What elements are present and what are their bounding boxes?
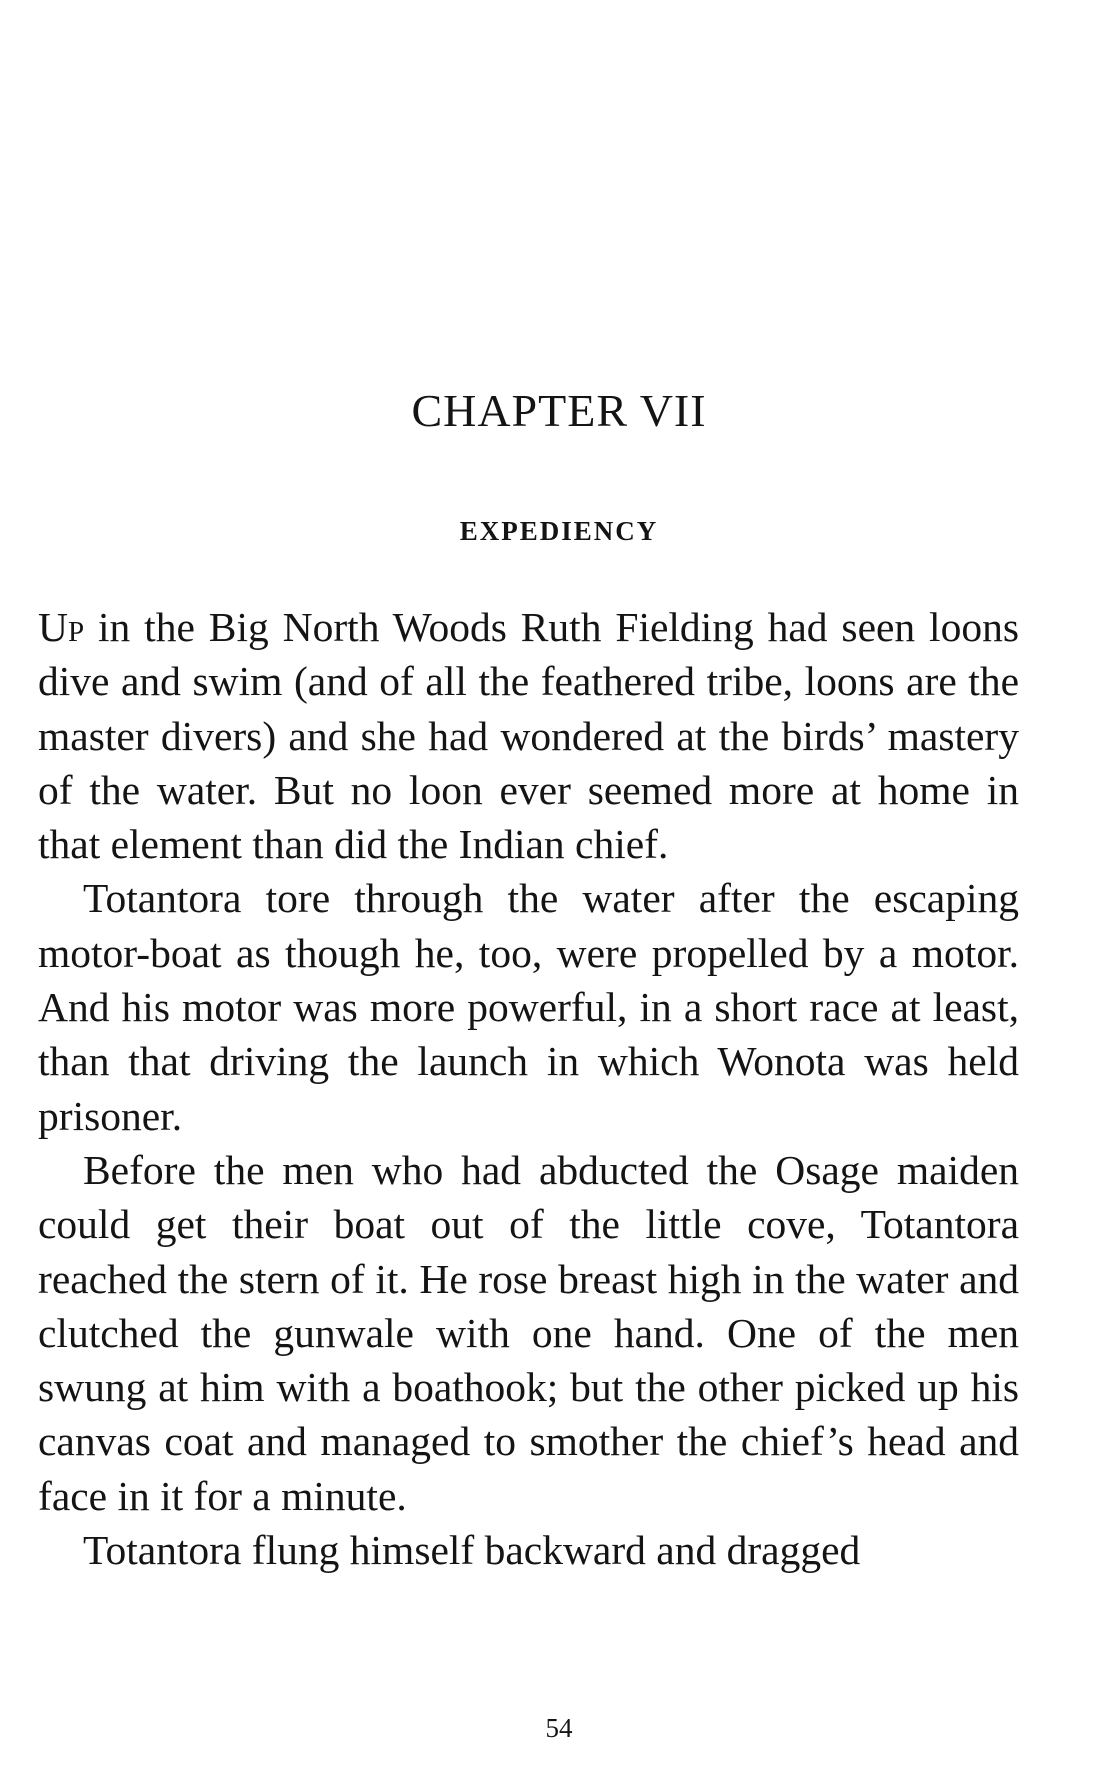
chapter-title: CHAPTER VII <box>411 385 707 436</box>
paragraph: Before the men who had abducted the Osage maiden could get their boat out of the little cove, Totantora reached the stern of it. He rose breast high in the water and clutched the gunwale with one hand. One of the men swung at him with a boathook; but the other picked up his canvas coat and managed to smother the chief’s head and face in it for a minute. <box>38 1146 1019 1519</box>
page-number: 54 <box>545 1713 573 1743</box>
paragraph: Totantora tore through the water after the escaping motor-boat as though he, too, were propelled by a motor. And his motor was more powerful, in a short race at least, than that driving the launch in which Wonota was held prisoner. <box>38 875 1019 1139</box>
paragraph: Totantora flung himself backward and dragged <box>83 1527 861 1574</box>
body-text <box>38 600 1019 1577</box>
paragraph-text: in the Big North Woods Ruth Fielding had seen loons dive and swim (and of all the feathered tribe, loons are the master divers) and she had wondered at the birds’ mastery of the water. But no loon ever seemed more at home in that element than did the Indian chief. <box>38 604 1019 868</box>
paragraph <box>38 600 1019 871</box>
chapter-subtitle: EXPEDIENCY <box>459 516 659 546</box>
opening-word: Up <box>38 604 85 650</box>
